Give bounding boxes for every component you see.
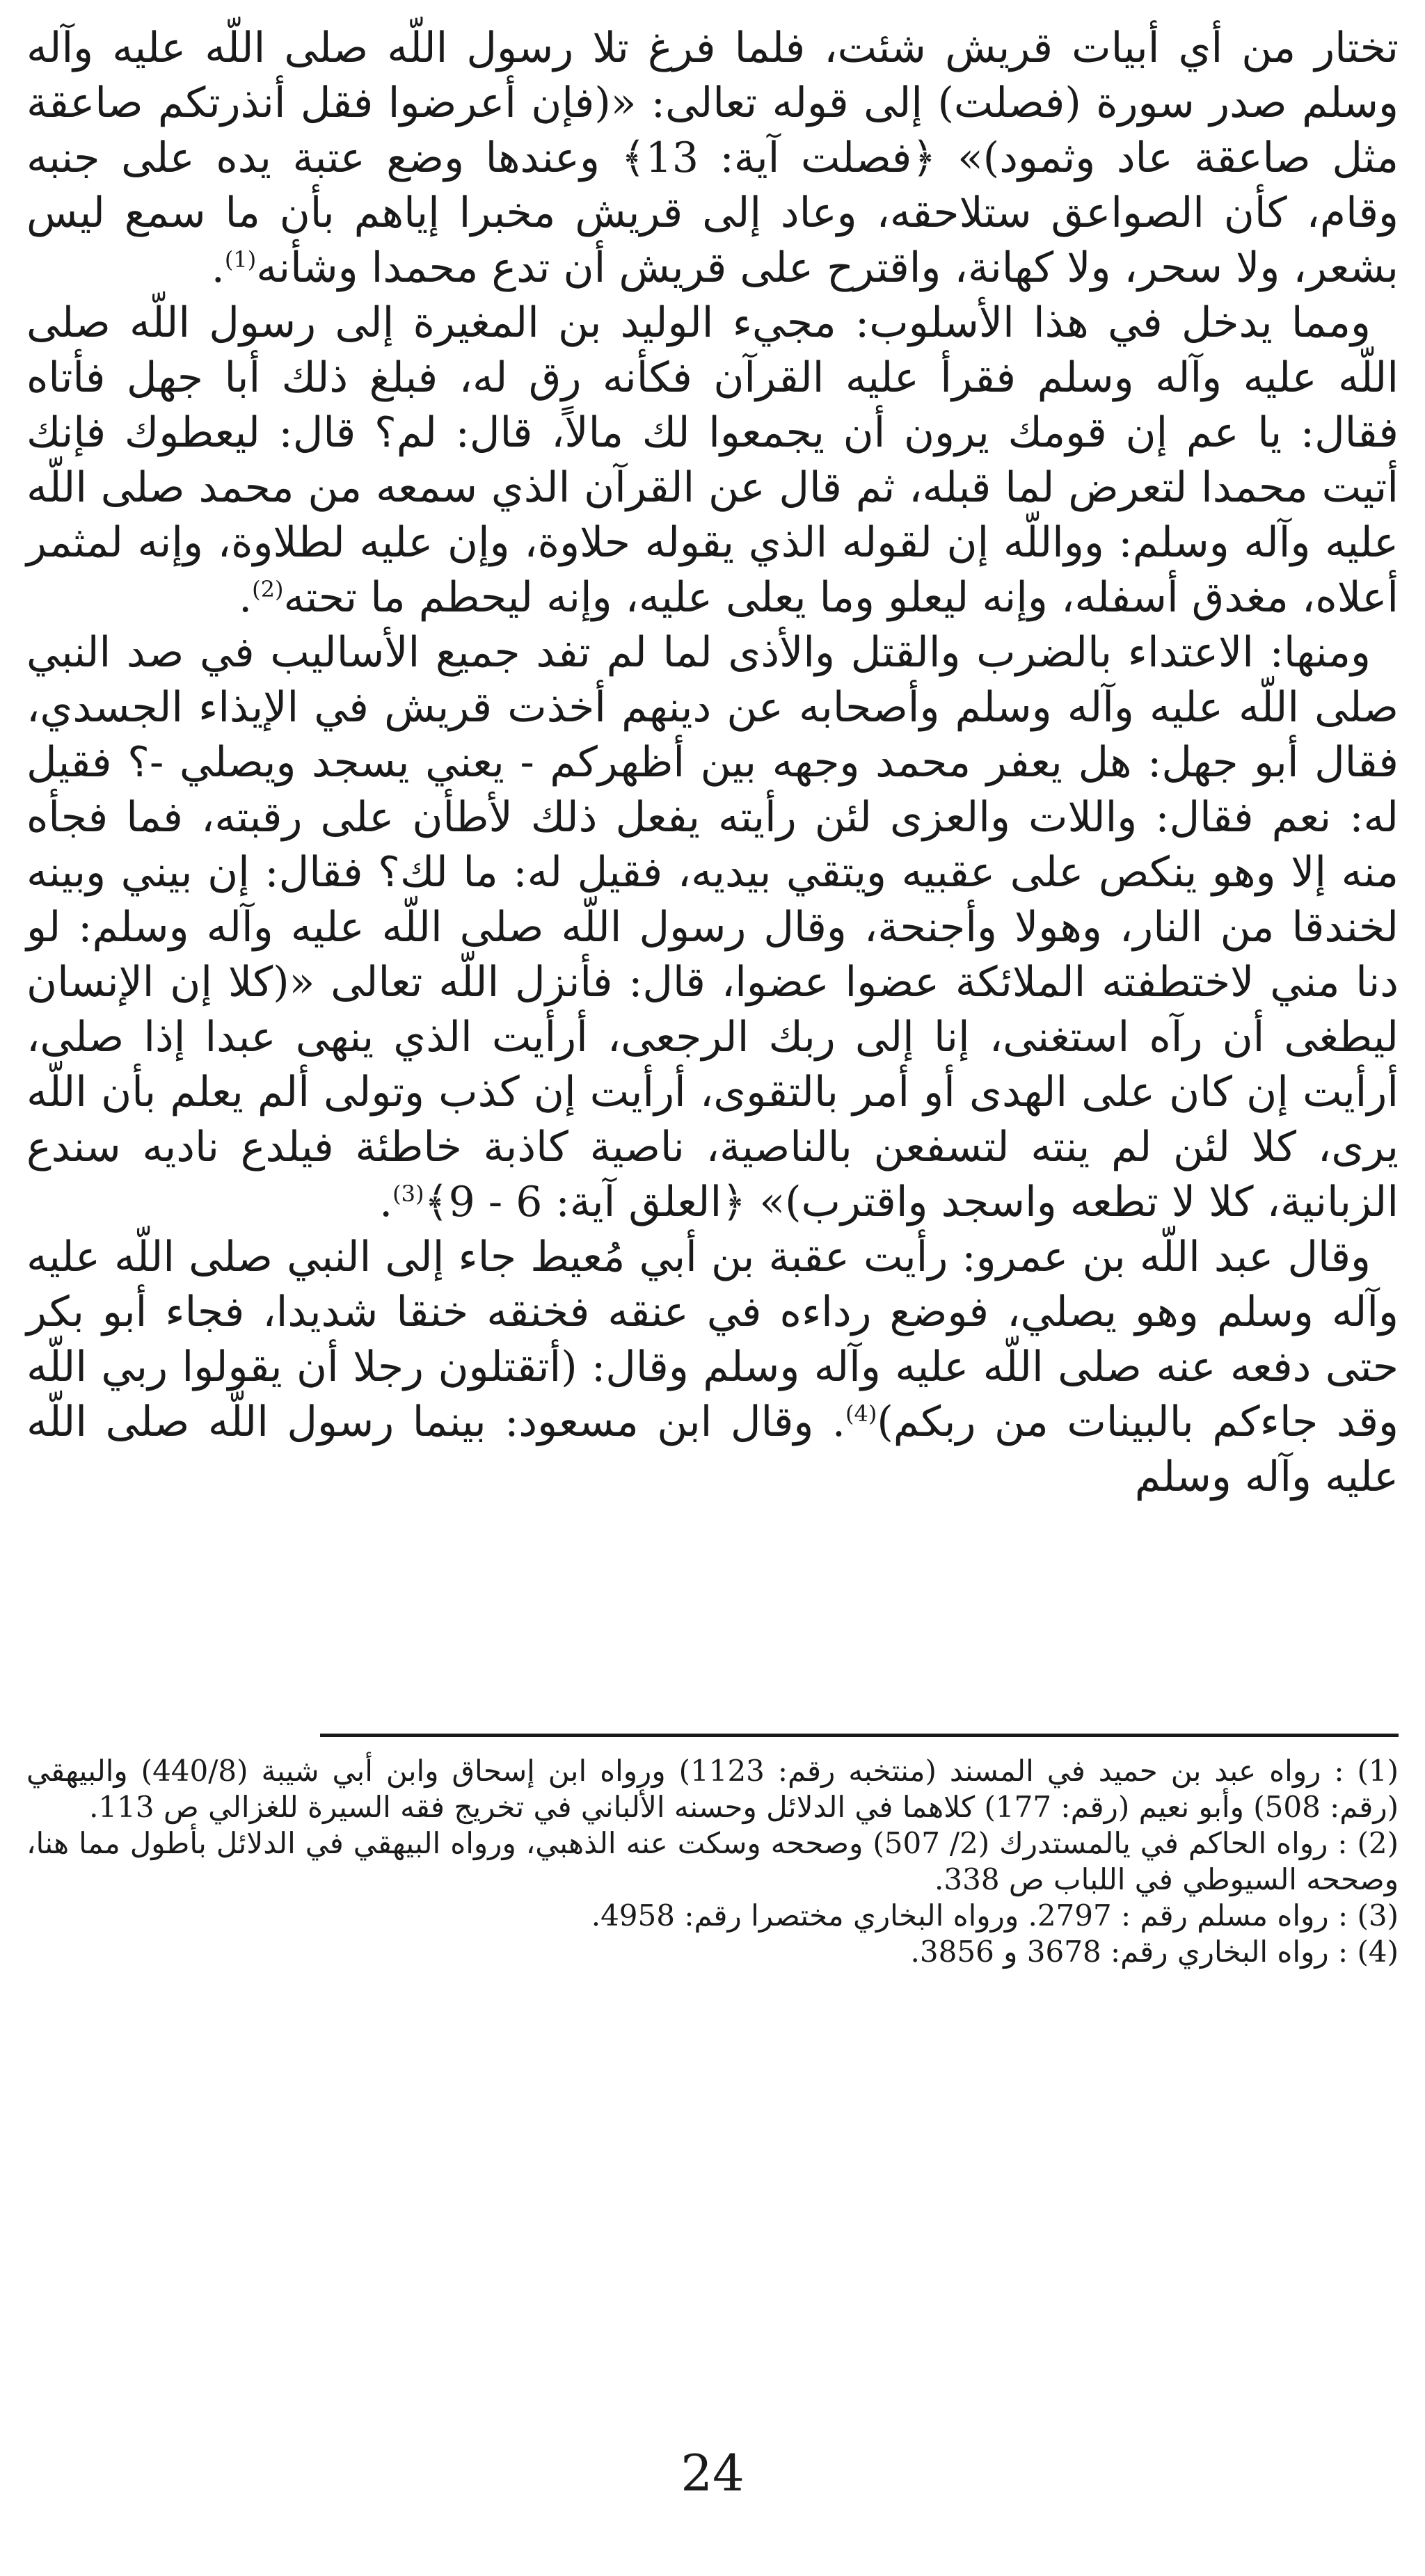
footnote-divider: [320, 1734, 1399, 1737]
paragraph-3-end: .: [379, 1178, 393, 1226]
footnote-ref-4: (4): [845, 1400, 877, 1427]
main-text: [26, 21, 1399, 1505]
page-number: 24: [680, 2444, 745, 2502]
paragraph-3-text: ومنها: الاعتداء بالضرب والقتل والأذى لما لم تفد جميع الأساليب في صد النبي صلى اللّه عليه وآله وسلم وأصحابه عن دينهم أخذت قريش في الإيذاء الجسدي، فقال أبو جهل: هل يعفر محمد وجهه بين أظهركم - يعني يسجد ويصلي -؟ فقيل له: نعم فقال: واللات والعزى لئن رأيته يفعل ذلك لأطأن على رقبته، فما فجأه منه إلا وهو ينكص على عقبيه ويتقي بيديه، فقيل له: ما لك؟ فقال: إن بيني وبينه لخندقا من النار، وهولا وأجنحة، وقال رسول اللّه صلى اللّه عليه وآله وسلم: لو دنا مني لاختطفته الملائكة عضوا عضوا، قال: فأنزل اللّه تعالى «(كلا إن الإنسان ليطغى أن رآه استغنى، إنا إلى ربك الرجعى، أرأيت الذي ينهى عبدا إذا صلى، أرأيت إن كان على الهدى أو أمر بالتقوى، أرأيت إن كذب وتولى ألم يعلم بأن اللّه يرى، كلا لئن لم ينته لتسفعن بالناصية، ناصية كاذبة خاطئة فيلدع ناديه سندع الزبانية، كلا لا تطعه واسجد واقترب)» ﴿العلق آية: 6 - 9﴾: [26, 628, 1399, 1226]
footnote-ref-1: (1): [224, 246, 257, 273]
paragraph-4: [26, 1230, 1399, 1505]
footnote-4: (4) : رواه البخاري رقم: 3678 و 3856.: [910, 1935, 1399, 1969]
footnotes: [26, 1753, 1399, 1970]
paragraph-2: [26, 296, 1399, 625]
paragraph-3: [26, 625, 1399, 1230]
paragraph-2-end: .: [239, 573, 253, 622]
paragraph-2-text: ومما يدخل في هذا الأسلوب: مجيء الوليد بن المغيرة إلى رسول اللّه صلى اللّه عليه وآله وسلم فقرأ عليه القرآن فكأنه رق له، فبلغ ذلك أبا جهل فأتاه فقال: يا عم إن قومك يرون أن يجمعوا لك مالاً، قال: لم؟ قال: ليعطوك فإنك أتيت محمدا لتعرض لما قبله، ثم قال عن القرآن الذي سمعه من محمد صلى اللّه عليه وآله وسلم: وواللّه إن لقوله الذي يقوله حلاوة، وإن عليه لطلاوة، وإنه لمثمر أعلاه، مغدق أسفله، وإنه ليعلو وما يعلى عليه، وإنه ليحطم ما تحته: [26, 298, 1399, 622]
document-page: [26, 21, 1399, 2553]
paragraph-1: [26, 21, 1399, 296]
footnote-2: (2) : رواه الحاكم في يالمستدرك (2/ 507) وصححه وسكت عنه الذهبي، ورواه البيهقي في الدلائل بأطول مما هنا، وصححه السيوطي في اللباب ص 338.: [26, 1826, 1399, 1896]
footnote-3: (3) : رواه مسلم رقم : 2797. ورواه البخاري مختصرا رقم: 4958.: [591, 1898, 1399, 1933]
paragraph-1-text: تختار من أي أبيات قريش شئت، فلما فرغ تلا رسول اللّه صلى اللّه عليه وآله وسلم صدر سورة (فصلت) إلى قوله تعالى: «(فإن أعرضوا فقل أنذرتكم صاعقة مثل صاعقة عاد وثمود)» ﴿فصلت آية: 13﴾ وعندها وضع عتبة يده على جنبه وقام، كأن الصواعق ستلاحقه، وعاد إلى قريش مخبرا إياهم بأن ما سمع ليس بشعر، ولا سحر، ولا كهانة، واقترح على قريش أن تدع محمدا وشأنه: [26, 24, 1399, 292]
footnote-ref-3: (3): [392, 1181, 424, 1207]
footnote-1: (1) : رواه عبد بن حميد في المسند (منتخبه رقم: 1123) ورواه ابن إسحاق وابن أبي شيبة (440/8) والبيهقي (رقم: 508) وأبو نعيم (رقم: 177) كلاهما في الدلائل وحسنه الألباني في تخريج فقه السيرة للغزالي ص 113.: [26, 1754, 1399, 1824]
footnote-ref-2: (2): [252, 576, 284, 602]
paragraph-4-after: . وقال ابن مسعود: بينما رسول اللّه صلى اللّه عليه وآله وسلم: [26, 1398, 1399, 1501]
paragraph-4-text: وقال عبد اللّه بن عمرو: رأيت عقبة بن أبي مُعيط جاء إلى النبي صلى اللّه عليه وآله وسلم وهو يصلي، فوضع رداءه في عنقه فخنقه خنقا شديدا، فجاء أبو بكر حتى دفعه عنه صلى اللّه عليه وآله وسلم وقال: (أتقتلون رجلا أن يقولوا ربي اللّه وقد جاءكم بالبينات من ربكم): [26, 1233, 1399, 1446]
paragraph-1-end: .: [211, 243, 225, 292]
